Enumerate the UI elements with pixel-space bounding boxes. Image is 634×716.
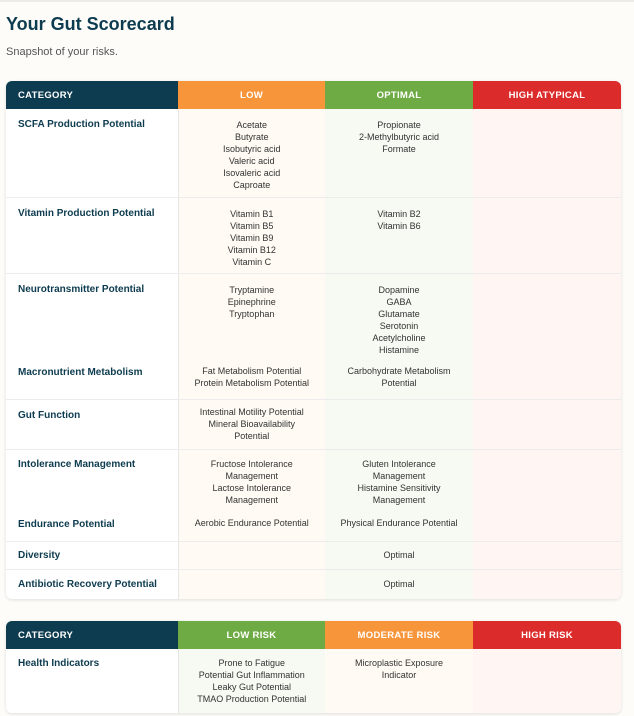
row-category: Endurance Potential	[18, 519, 115, 530]
list-item: Potential	[381, 378, 417, 388]
list-item: Vitamin B6	[377, 220, 421, 231]
list-item: Formate	[382, 144, 416, 154]
list-item: Vitamin B1	[230, 208, 274, 219]
list-item: Management	[372, 470, 426, 481]
header-low: LOW	[178, 81, 325, 109]
list-item: Protein Metabolism Potential	[194, 378, 310, 388]
table-row	[6, 197, 621, 273]
list-item: Management	[225, 470, 279, 481]
row-category: Vitamin Production Potential	[18, 207, 155, 219]
list-item: Dopamine	[378, 284, 420, 295]
table-row	[6, 449, 621, 513]
header-optimal: OPTIMAL	[325, 81, 473, 109]
list-item: Valeric acid	[228, 156, 275, 166]
list-item: Aerobic Endurance Potential	[194, 518, 309, 528]
table-row	[6, 513, 621, 541]
header-high-risk: HIGH RISK	[473, 621, 621, 649]
header-category: CATEGORY	[6, 81, 178, 109]
row-category: Antibiotic Recovery Potential	[18, 578, 157, 590]
list-item: Optimal	[383, 578, 415, 589]
table-row	[6, 273, 621, 361]
list-item: Serotonin	[379, 320, 419, 331]
list-item: Glutamate	[378, 308, 420, 319]
list-item: Vitamin B2	[377, 208, 421, 219]
list-item: Intestinal Motility Potential	[199, 406, 304, 417]
row-category: Neurotransmitter Potential	[18, 283, 145, 295]
header-low-risk: LOW RISK	[178, 621, 325, 649]
row-category: Intolerance Management	[18, 458, 136, 470]
list-item: Prone to Fatigue	[218, 658, 286, 668]
health-indicators-table	[6, 621, 621, 713]
list-item: Indicator	[381, 670, 417, 680]
list-item: Potential Gut Inflammation	[198, 670, 305, 680]
header-category: CATEGORY	[6, 621, 178, 649]
list-item: Butyrate	[234, 132, 269, 142]
scorecard-table-card	[6, 81, 621, 599]
list-item: Lactose Intolerance	[212, 482, 292, 493]
list-item: Vitamin B9	[230, 232, 274, 243]
top-divider	[0, 0, 634, 2]
page-subtitle: Snapshot of your risks.	[6, 46, 118, 58]
row-category: Gut Function	[18, 409, 81, 421]
list-item: TMAO Production Potential	[197, 694, 307, 704]
table-row	[6, 541, 621, 569]
list-item: Management	[372, 494, 426, 505]
list-item: Fructose Intolerance	[210, 458, 293, 469]
list-item: Vitamin C	[232, 256, 272, 267]
list-item: GABA	[386, 296, 412, 307]
list-item: Fat Metabolism Potential	[202, 366, 302, 376]
list-item: Carbohydrate Metabolism	[347, 366, 451, 376]
list-item: Vitamin B12	[227, 244, 276, 255]
row-category: Macronutrient Metabolism	[18, 367, 143, 378]
list-item: Vitamin B5	[230, 220, 274, 231]
row-category: SCFA Production Potential	[18, 119, 145, 130]
list-item: Physical Endurance Potential	[340, 518, 458, 528]
list-item: Histamine Sensitivity	[357, 482, 441, 493]
list-item: Isovaleric acid	[223, 168, 281, 178]
list-item: Tryptamine	[229, 284, 275, 295]
table-row	[6, 361, 621, 399]
list-item: Epinephrine	[227, 296, 276, 307]
page-title: Your Gut Scorecard	[6, 14, 175, 34]
header-moderate-risk: MODERATE RISK	[325, 621, 473, 649]
list-item: Histamine	[378, 344, 419, 355]
list-item: Caproate	[233, 180, 271, 190]
list-item: Tryptophan	[229, 308, 275, 319]
list-item: Isobutyric acid	[222, 144, 281, 154]
list-item: Optimal	[383, 549, 415, 560]
table-row	[6, 109, 621, 197]
list-item: Mineral Bioavailability	[208, 418, 296, 429]
list-item: Acetate	[236, 120, 268, 130]
header-high-atypical: HIGH ATYPICAL	[473, 81, 621, 109]
health-indicators-card	[6, 621, 621, 713]
list-item: 2-Methylbutyric acid	[358, 132, 440, 142]
row-category: Health Indicators	[18, 658, 100, 669]
list-item: Propionate	[377, 120, 421, 130]
scorecard-table	[6, 81, 621, 599]
row-category: Diversity	[18, 549, 61, 561]
list-item: Gluten Intolerance	[362, 458, 436, 469]
list-item: Microplastic Exposure	[354, 658, 444, 668]
table-row	[6, 649, 621, 713]
list-item: Acetylcholine	[372, 332, 426, 343]
table-row	[6, 399, 621, 449]
list-item: Management	[225, 494, 279, 505]
list-item: Potential	[234, 430, 270, 441]
list-item: Leaky Gut Potential	[212, 682, 292, 692]
table-row	[6, 569, 621, 599]
